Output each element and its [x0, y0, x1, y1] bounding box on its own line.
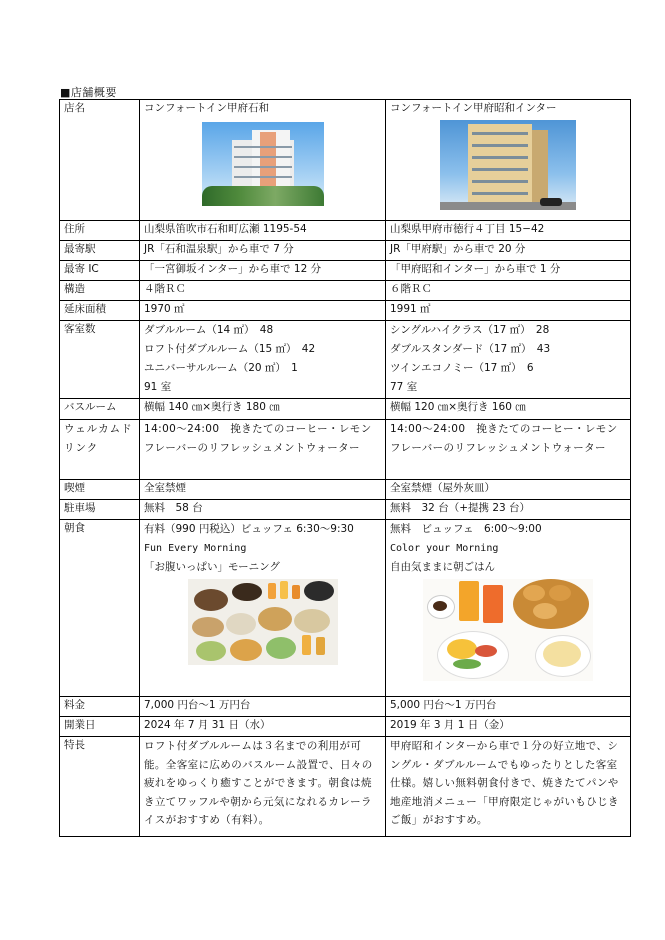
breakfast-1 — [140, 520, 386, 697]
label-opening-date: 開業日 — [60, 717, 140, 737]
opening-date-1: 2024 年 7 月 31 日（水） — [140, 717, 386, 737]
station-1: JR「石和温泉駅」から車で 7 分 — [140, 241, 386, 261]
features-2 — [386, 737, 631, 837]
row-bathroom — [60, 399, 631, 420]
address-2: 山梨県甲府市徳行４丁目 15−42 — [386, 221, 631, 241]
label-rooms: 客室数 — [60, 321, 140, 399]
row-welcome-drink — [60, 420, 631, 480]
hotel-1-name: コンフォートイン甲府石和 — [144, 102, 269, 114]
room-total: 77 室 — [390, 381, 418, 393]
rooms-1 — [140, 321, 386, 399]
smoking-1: 全室禁煙 — [140, 480, 386, 500]
row-opening-date — [60, 717, 631, 737]
room-type: ロフト付ダブルルーム（15 ㎡） 42 — [144, 343, 316, 355]
rooms-2 — [386, 321, 631, 399]
welcome-drink-text: 14:00～24:00 挽きたてのコーヒー・レモンフレーバーのリフレッシュメントウォーター — [144, 423, 372, 454]
label-floor-area: 延床面積 — [60, 301, 140, 321]
label-welcome-drink — [60, 420, 140, 480]
breakfast-line: 「お腹いっぱい」モーニング — [144, 561, 280, 573]
label-ic: 最寄 IC — [60, 261, 140, 281]
row-price — [60, 697, 631, 717]
smoking-2: 全室禁煙（屋外灰皿） — [386, 480, 631, 500]
label-name: 店名 — [60, 100, 140, 221]
room-type: ユニバーサルルーム（20 ㎡） 1 — [144, 362, 298, 374]
station-2: JR「甲府駅」から車で 20 分 — [386, 241, 631, 261]
row-smoking — [60, 480, 631, 500]
welcome-drink-1 — [140, 420, 386, 480]
ic-2: 「甲府昭和インター」から車で 1 分 — [386, 261, 631, 281]
welcome-drink-text: 14:00～24:00 挽きたてのコーヒー・レモンフレーバーのリフレッシュメントウォーター — [390, 423, 618, 454]
row-ic — [60, 261, 631, 281]
room-type: シングルハイクラス（17 ㎡） 28 — [390, 324, 550, 336]
hotel-2-cell — [386, 100, 631, 221]
section-title: ■店舗概要 — [60, 86, 117, 99]
room-total: 91 室 — [144, 381, 172, 393]
row-features — [60, 737, 631, 837]
label-parking: 駐車場 — [60, 500, 140, 520]
row-rooms — [60, 321, 631, 399]
parking-1: 無料 58 台 — [140, 500, 386, 520]
breakfast-line: Fun Every Morning — [144, 543, 247, 554]
breakfast-2 — [386, 520, 631, 697]
label-features: 特長 — [60, 737, 140, 837]
floor-area-1: 1970 ㎡ — [140, 301, 386, 321]
store-summary-table — [59, 99, 631, 837]
row-structure — [60, 281, 631, 301]
breakfast-line: 無料 ビュッフェ 6:00～9:00 — [390, 523, 542, 535]
features-1 — [140, 737, 386, 837]
row-breakfast — [60, 520, 631, 697]
structure-1: ４階ＲＣ — [140, 281, 386, 301]
features-text: 甲府昭和インターから車で１分の好立地で、シングル・ダブルルームでもゆったりとした客室仕様。嬉しい無料朝食付きで、焼きたてパンや地産地消メニュー「甲府限定じゃがいもひじきご飯」がおすすめ。 — [390, 740, 619, 826]
hotel-2-photo — [440, 120, 576, 210]
structure-2: ６階ＲＣ — [386, 281, 631, 301]
label-breakfast: 朝食 — [60, 520, 140, 697]
breakfast-2-photo — [423, 579, 593, 681]
room-type: ダブルルーム（14 ㎡） 48 — [144, 324, 274, 336]
price-2: 5,000 円台～1 万円台 — [386, 697, 631, 717]
breakfast-1-photo — [188, 579, 338, 665]
hotel-2-name: コンフォートイン甲府昭和インター — [390, 102, 557, 114]
floor-area-2: 1991 ㎡ — [386, 301, 631, 321]
bathroom-2: 横幅 120 ㎝×奥行き 160 ㎝ — [386, 399, 631, 420]
bathroom-1: 横幅 140 ㎝×奥行き 180 ㎝ — [140, 399, 386, 420]
label-smoking: 喫煙 — [60, 480, 140, 500]
welcome-drink-label: ウェルカムドリンク — [64, 423, 133, 454]
label-price: 料金 — [60, 697, 140, 717]
row-name — [60, 100, 631, 221]
parking-2: 無料 32 台（+提携 23 台） — [386, 500, 631, 520]
label-address: 住所 — [60, 221, 140, 241]
room-type: ツインエコノミー（17 ㎡） 6 — [390, 362, 534, 374]
ic-1: 「一宮御坂インター」から車で 12 分 — [140, 261, 386, 281]
label-structure: 構造 — [60, 281, 140, 301]
room-type: ダブルスタンダード（17 ㎡） 43 — [390, 343, 551, 355]
breakfast-line: Color your Morning — [390, 543, 499, 554]
row-parking — [60, 500, 631, 520]
opening-date-2: 2019 年 3 月 1 日（金） — [386, 717, 631, 737]
breakfast-line: 自由気ままに朝ごはん — [390, 561, 495, 573]
price-1: 7,000 円台～1 万円台 — [140, 697, 386, 717]
label-bathroom: バスルーム — [60, 399, 140, 420]
row-floor-area — [60, 301, 631, 321]
address-1: 山梨県笛吹市石和町広瀬 1195-54 — [140, 221, 386, 241]
breakfast-line: 有料（990 円税込）ビュッフェ 6:30～9:30 — [144, 523, 354, 535]
welcome-drink-2 — [386, 420, 631, 480]
row-address — [60, 221, 631, 241]
label-station: 最寄駅 — [60, 241, 140, 261]
hotel-1-cell — [140, 100, 386, 221]
features-text: ロフト付ダブルルームは３名までの利用が可能。全客室に広めのバスルーム設置で、日々の疲れをゆっくり癒すことができます。朝食は焼き立てワッフルや朝から元気になれるカレーライスがおすすめ（有料）。 — [144, 740, 373, 826]
row-station — [60, 241, 631, 261]
hotel-1-photo — [202, 122, 324, 206]
